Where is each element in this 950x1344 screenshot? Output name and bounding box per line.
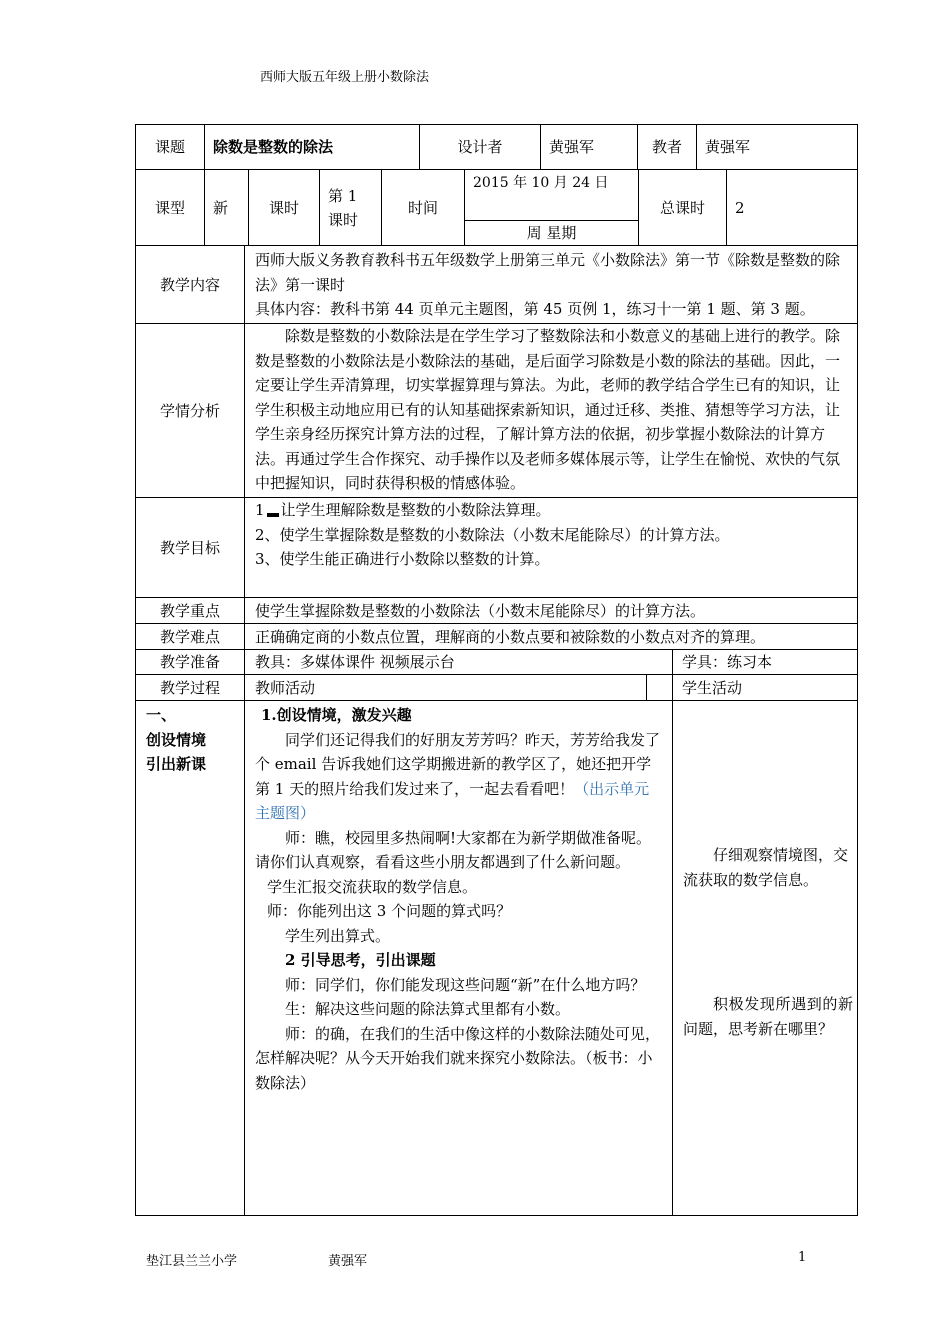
analysis-cell — [244, 323, 858, 498]
topic-value: 除数是整数的除法 — [204, 124, 420, 170]
stage-1-label-cell — [135, 700, 245, 1216]
teacher-tools: 教具：多媒体课件 视频展示台 — [244, 649, 673, 675]
stage-1-title-2: 引出新课 — [146, 755, 207, 773]
stage-1-para-8: 师：的确，在我们的生活中像这样的小数除法随处可见，怎样解决呢？从今天开始我们就来探究小数除法。（板书：小数除法） — [255, 1024, 661, 1092]
stage-1-number: 一、 — [146, 706, 177, 724]
difficulty-label: 教学难点 — [135, 623, 245, 650]
show-theme-map-note: （出示单元主题图） — [255, 779, 650, 822]
teacher-activity-header: 教师活动 — [244, 674, 673, 701]
period-value: 第 1 课时 — [319, 169, 382, 246]
stage-1-para-3: 学生汇报交流获取的数学信息。 — [267, 877, 478, 896]
goal-2: 2、使学生掌握除数是整数的小数除法（小数末尾能除尽）的计算方法。 — [255, 525, 730, 544]
stage-1-para-7: 生：解决这些问题的除法算式里都有小数。 — [285, 1000, 571, 1018]
lesson-plan-table — [135, 124, 858, 1216]
stage-1-para-5: 学生列出算式。 — [285, 926, 391, 945]
total-periods-label: 总课时 — [638, 169, 727, 246]
content-label: 教学内容 — [135, 245, 245, 324]
page-header: 西师大版五年级上册小数除法 — [260, 70, 430, 85]
type-label: 课型 — [135, 169, 205, 246]
difficulty-text: 正确确定商的小数点位置，理解商的小数点要和被除数的小数点对齐的算理。 — [244, 623, 858, 650]
designer-value: 黄强军 — [540, 124, 638, 170]
key-text: 使学生掌握除数是整数的小数除法（小数末尾能除尽）的计算方法。 — [244, 597, 858, 624]
key-label: 教学重点 — [135, 597, 245, 624]
student-tools: 学具：练习本 — [672, 649, 858, 675]
teacher-label: 教者 — [637, 124, 697, 170]
time-label: 时间 — [381, 169, 465, 246]
stage-1-para-6: 师：同学们，你们能发现这些问题“新”在什么地方吗？ — [285, 975, 646, 994]
student-activity-2: 积极发现所遇到的新问题，思考新在哪里？ — [683, 995, 853, 1038]
stage-1-student-cell — [672, 700, 858, 1216]
topic-label: 课题 — [135, 124, 205, 170]
stage-1-heading-2: 2 引导思考，引出课题 — [285, 951, 436, 969]
content-line-2: 具体内容：教科书第 44 页单元主题图，第 45 页例 1，练习十一第 1 题、第 3 题。 — [255, 300, 815, 318]
stage-1-heading-1: 1.创设情境，激发兴趣 — [261, 706, 412, 724]
stage-1-teacher-cell — [244, 700, 673, 1216]
total-periods-value: 2 — [726, 169, 858, 246]
type-value: 新 — [204, 169, 249, 246]
student-activity-1: 仔细观察情境图，交流获取的数学信息。 — [683, 846, 849, 889]
period-label: 课时 — [248, 169, 320, 246]
footer-author: 黄强军 — [328, 1254, 368, 1269]
analysis-label: 学情分析 — [135, 323, 245, 498]
empty-cell — [646, 674, 673, 701]
stage-1-para-1: 同学们还记得我们的好朋友芳芳吗？昨天，芳芳给我发了个 email 告诉我她们这学期搬进新的教学区了，她还把开学第 1 天的照片给我们发过来了，一起去看看吧！（出示单元主题图） — [255, 730, 661, 822]
designer-label: 设计者 — [419, 124, 541, 170]
stage-1-para-2: 师：瞧，校园里多热闹啊!大家都在为新学期做准备呢。请你们认真观察，看看这些小朋友都遇到了什么新问题。 — [255, 828, 652, 871]
teacher-value: 黄强军 — [696, 124, 858, 170]
goals-cell — [244, 497, 858, 598]
goal-1-number: 1 — [255, 501, 265, 519]
text-cursor-icon — [267, 513, 279, 517]
goals-label: 教学目标 — [135, 497, 245, 598]
content-cell — [244, 245, 858, 324]
stage-1-title-1: 创设情境 — [146, 730, 207, 749]
weekday-value: 周 星期 — [464, 220, 639, 246]
goal-1 — [255, 498, 851, 523]
student-activity-header: 学生活动 — [672, 674, 858, 701]
goal-1-text: 让学生理解除数是整数的小数除法算理。 — [280, 501, 551, 519]
page-number: 1 — [798, 1250, 807, 1265]
footer-school: 垫江县兰兰小学 — [146, 1254, 238, 1269]
content-line-1: 西师大版义务教育教科书五年级数学上册第三单元《小数除法》第一节《除数是整数的除法》第一课时 — [255, 251, 841, 294]
process-label: 教学过程 — [135, 674, 245, 701]
goal-3: 3、使学生能正确进行小数除以整数的计算。 — [255, 550, 550, 568]
prep-label: 教学准备 — [135, 649, 245, 675]
date-value: 2015 年 10 月 24 日 — [464, 169, 639, 221]
stage-1-para-4: 师：你能列出这 3 个问题的算式吗？ — [267, 902, 512, 920]
analysis-text: 除数是整数的小数除法是在学生学习了整数除法和小数意义的基础上进行的教学。除数是整数的小数除法是小数除法的基础，是后面学习除数是小数的除法的基础。因此，一定要让学生弄清算理，切实掌握算理与算法。为此，老师的教学结合学生已有的知识，让学生积极主动地应用已有的认知基础探索新知识，通过迁移、类推、猜想等学习方法，让学生亲身经历探究计算方法的过程，了解计算方法的依据，初步掌握小数除法的计算方法。再通过学生合作探究、动手操作以及老师多媒体展示等，让学生在愉悦、欢快的气氛中把握知识，同时获得积极的情感体验。 — [255, 327, 841, 492]
